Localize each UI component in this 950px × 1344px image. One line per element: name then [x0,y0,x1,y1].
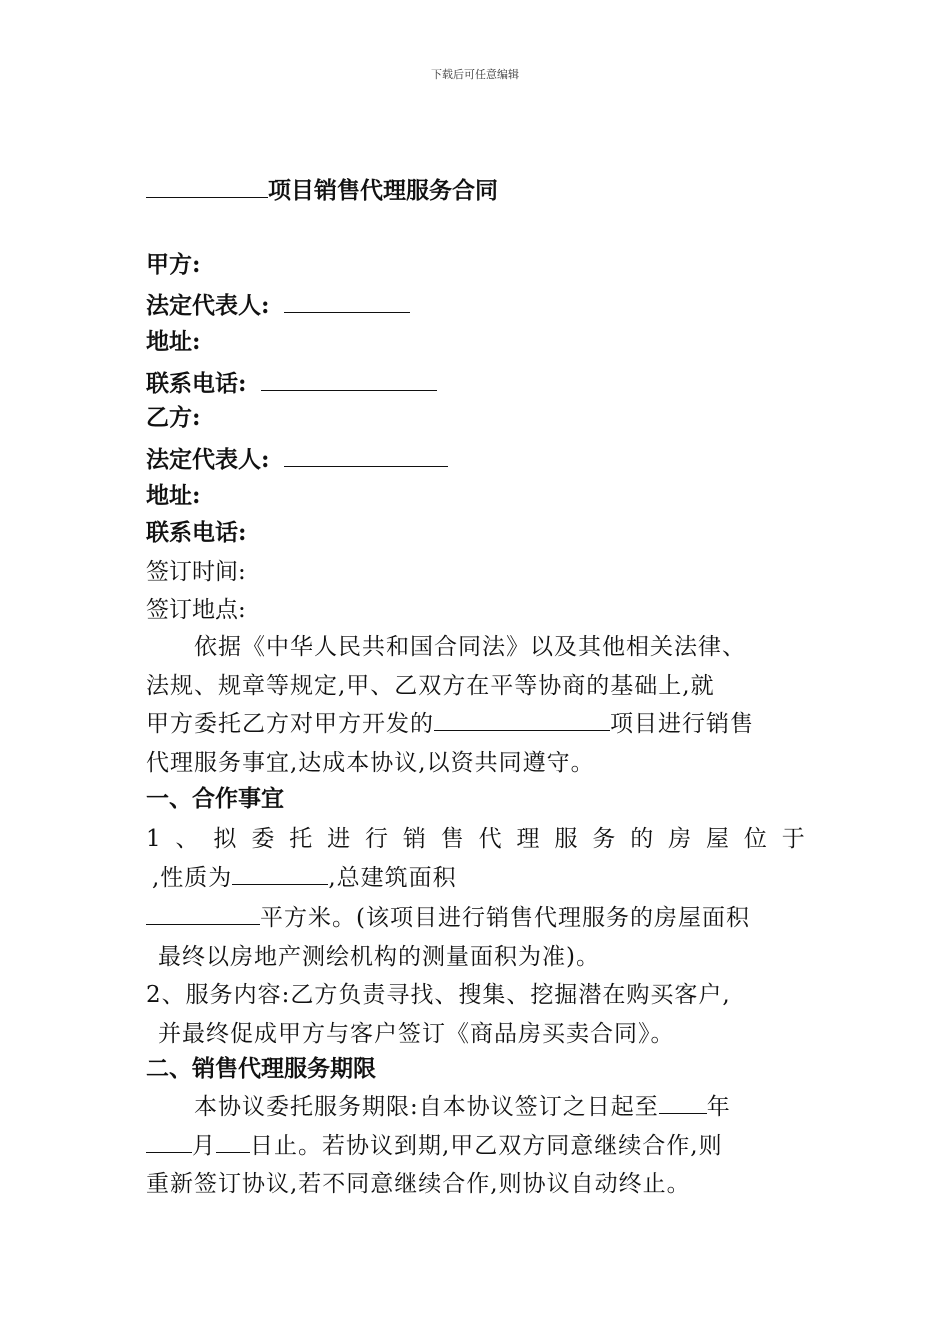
item-1-line-4: 最终以房地产测绘机构的测量面积为准)。 [158,943,600,970]
preamble-line-3-a: 甲方委托乙方对甲方开发的 [146,711,434,737]
item-1-char: 理 [516,826,541,852]
area-blank [146,900,260,925]
section-2-line-2 [146,1127,806,1166]
sign-place-label: 签订地点: [146,597,246,623]
party-b-label: 乙方: [146,404,201,431]
preamble-line-3 [146,705,806,744]
preamble-line-2: 法规、规章等规定,甲、乙双方在平等协商的基础上,就 [146,672,715,699]
item-1-char: 的 [630,826,655,852]
sign-time-label: 签订时间: [146,559,246,585]
item-2-line-2: 并最终促成甲方与客户签订《商品房买卖合同》。 [158,1020,675,1047]
preamble [146,628,806,782]
item-1-char: 、 [175,826,200,852]
party-b-rep [146,442,448,475]
term-text-b: 日止。若协议到期,甲乙双方同意继续合作,则 [250,1132,723,1159]
party-a-phone-label: 联系电话: [146,370,247,398]
item-1-char: 行 [364,826,389,852]
project-name-blank [146,173,268,198]
item-1-char: 屋 [706,826,730,852]
party-b-rep-blank [284,442,448,467]
item-1-char: 于 [781,826,806,852]
year-label: 年 [706,1094,731,1120]
item-1-area-unit: 平方米。(该项目进行销售代理服务的房屋面积 [260,905,750,931]
section-2-heading: 二、销售代理服务期限 [146,1055,376,1082]
party-a-rep-label: 法定代表人: [146,292,270,320]
party-a-label: 甲方: [146,251,201,278]
item-1-nature-label: ,性质为 [152,864,233,891]
title-text: 项目销售代理服务合同 [268,177,498,204]
year-blank [659,1089,707,1114]
item-1-char: 服 [554,826,579,852]
preamble-line-4: 代理服务事宜,达成本协议,以资共同遵守。 [146,749,595,776]
item-1-line-1 [146,820,806,859]
month-blank [146,1127,192,1152]
party-b-phone-label: 联系电话: [146,519,247,546]
section-1-heading: 一、合作事宜 [146,785,284,812]
month-label: 月 [192,1132,216,1159]
day-blank [216,1127,250,1152]
nature-blank [232,859,328,884]
preamble-line-1: 依据《中华人民共和国合同法》以及其他相关法律、 [194,634,746,660]
term-text-a: 本协议委托服务期限:自本协议签订之日起至 [194,1094,659,1120]
party-a-rep-blank [284,288,410,313]
party-b-rep-label: 法定代表人: [146,446,270,474]
item-1-area-label: ,总建筑面积 [328,864,457,891]
item-1-char: 房 [668,826,693,852]
party-a-phone [146,366,437,399]
section-1-body [146,820,806,1053]
item-1-char: 务 [592,826,617,852]
party-a-phone-blank [261,366,437,391]
section-2-line-1 [146,1088,806,1127]
contract-title [146,172,498,205]
item-1-char: 位 [743,826,768,852]
header-note: 下载后可任意编辑 [431,68,519,81]
item-1-char: 销 [402,826,427,852]
section-2-body [146,1088,806,1204]
party-a-address-label: 地址: [146,328,201,355]
item-1-char: 委 [251,826,276,852]
item-1-line-2 [146,859,806,898]
item-1-char: 代 [478,826,503,852]
item-1-char: 1 [146,826,162,852]
item-1-char: 拟 [213,826,238,852]
preamble-line-3-b: 项目进行销售 [610,711,754,737]
item-1-char: 售 [440,826,465,852]
item-1-line-3 [146,899,806,938]
item-2-line-1: 2、服务内容:乙方负责寻找、搜集、挖掘潜在购买客户, [146,982,731,1008]
section-2-line-3: 重新签订协议,若不同意继续合作,则协议自动终止。 [146,1171,691,1197]
party-b-address-label: 地址: [146,482,201,509]
project-blank [434,706,610,731]
party-a-rep [146,288,410,321]
item-1-char: 进 [327,826,352,852]
item-1-char: 托 [289,826,314,852]
